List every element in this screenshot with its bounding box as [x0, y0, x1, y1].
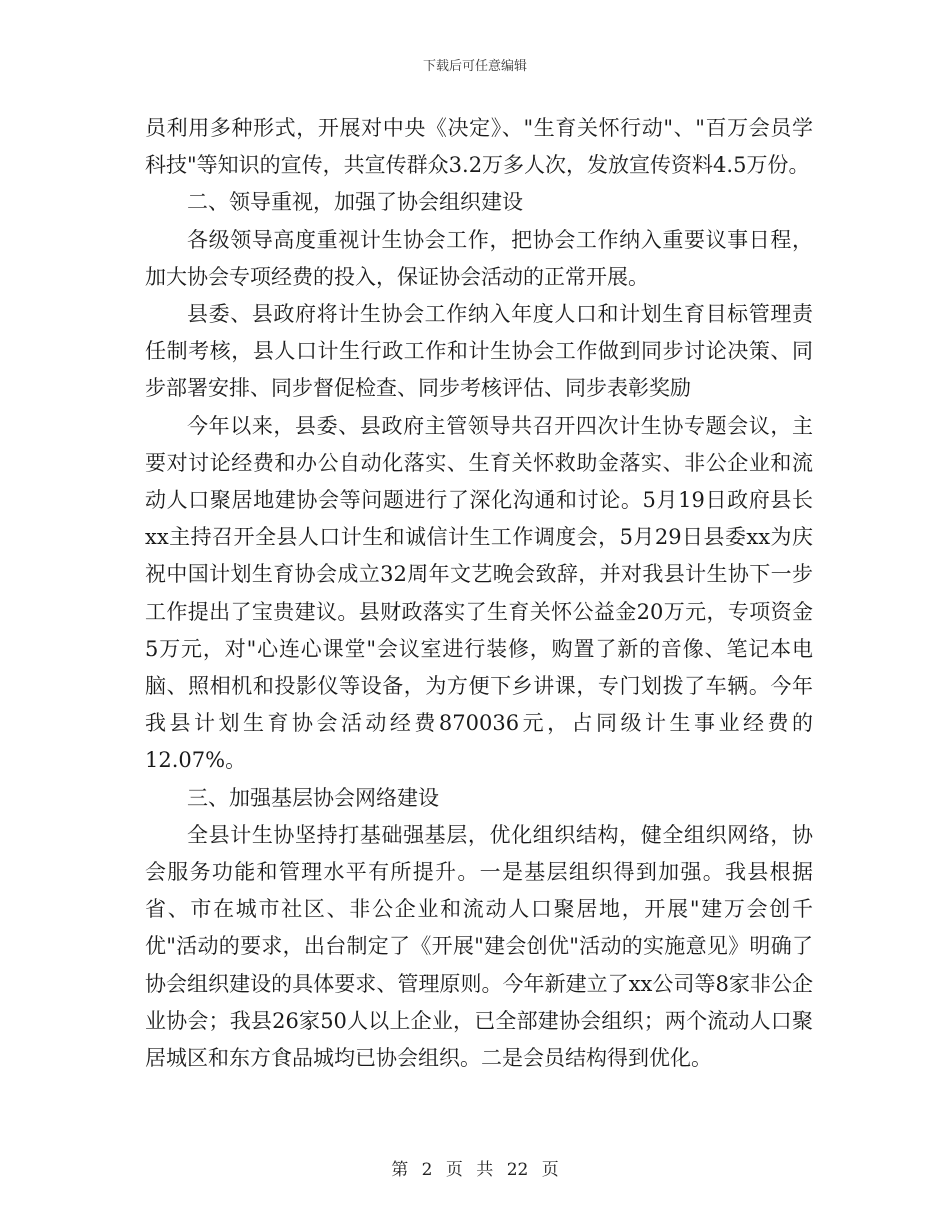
section-heading-2: 二、领导重视，加强了协会组织建设: [187, 190, 523, 215]
page-footer: 第 2 页 共 22 页: [391, 1160, 559, 1180]
paragraph: 全县计生协坚持打基础强基层，优化组织结构，健全组织网络，协会服务功能和管理水平有所提升。一是基层组织得到加强。我县根据省、市在城市社区、非公企业和流动人口聚居地，开展"建万会创千优"活动的要求，出台制定了《开展"建会创优"活动的实施意见》明确了协会组织建设的具体要求、管理原则。今年新建立了xx公司等8家非公企业协会；我县26家50人以上企业，已全部建协会组织；两个流动人口聚居城区和东方食品城均已协会组织。二是会员结构得到优化。: [145, 822, 813, 1071]
document-body: [145, 110, 813, 1077]
paragraph-continuation: 员利用多种形式，开展对中央《决定》、"生育关怀行动"、"百万会员学科技"等知识的宣传，共宣传群众3.2万多人次，发放宣传资料4.5万份。: [145, 116, 813, 178]
paragraph: 各级领导高度重视计生协会工作，把协会工作纳入重要议事日程，加大协会专项经费的投入，保证协会活动的正常开展。: [145, 227, 813, 289]
paragraph: 今年以来，县委、县政府主管领导共召开四次计生协专题会议，主要对讨论经费和办公自动化落实、生育关怀救助金落实、非公企业和流动人口聚居地建协会等问题进行了深化沟通和讨论。5月19日政府县长xx主持召开全县人口计生和诚信计生工作调度会，5月29日县委xx为庆祝中国计划生育协会成立32周年文艺晚会致辞，并对我县计生协下一步工作提出了宝贵建议。县财政落实了生育关怀公益金20万元，专项资金5万元，对"心连心课堂"会议室进行装修，购置了新的音像、笔记本电脑、照相机和投影仪等设备，为方便下乡讲课，专门划拨了车辆。今年我县计划生育协会活动经费870036元，占同级计生事业经费的12.07%。: [145, 413, 813, 773]
section-heading-3: 三、加强基层协会网络建设: [187, 785, 439, 810]
paragraph: 县委、县政府将计生协会工作纳入年度人口和计划生育目标管理责任制考核，县人口计生行政工作和计生协会工作做到同步讨论决策、同步部署安排、同步督促检查、同步考核评估、同步表彰奖励: [145, 302, 813, 401]
page-header: 下载后可任意编辑: [422, 59, 527, 74]
